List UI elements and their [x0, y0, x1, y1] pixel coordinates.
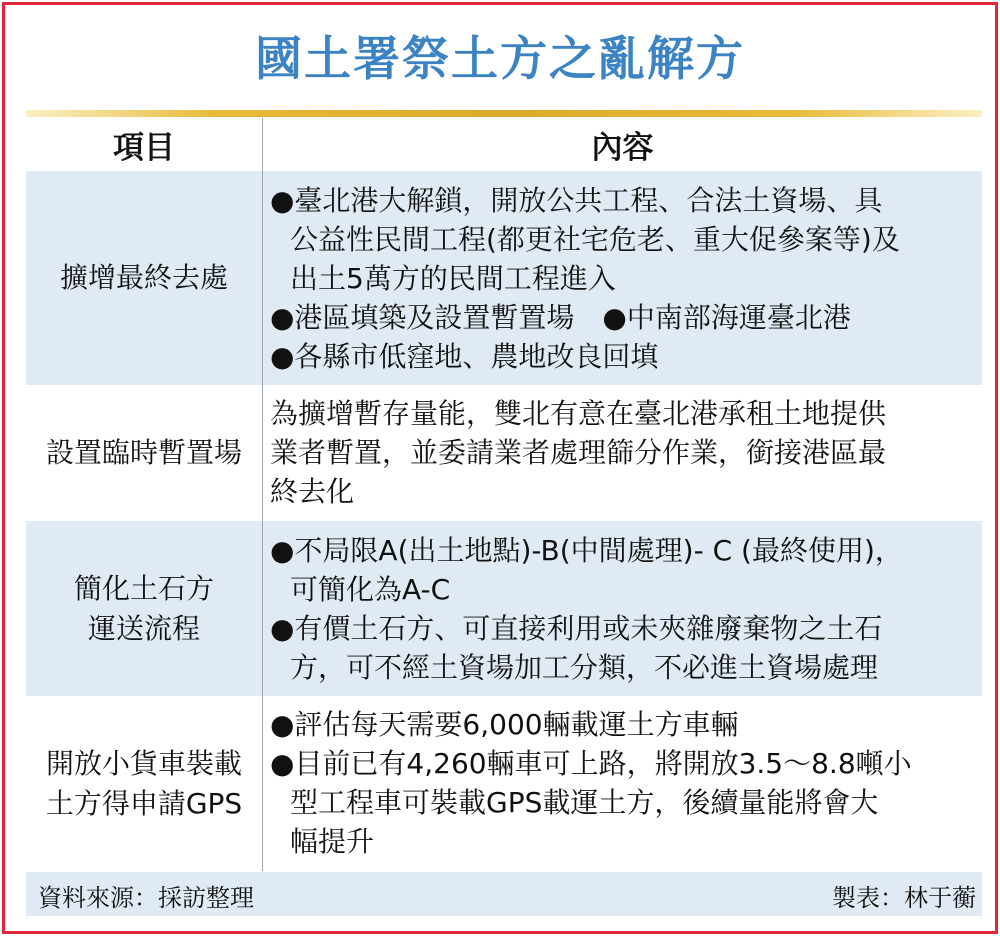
row-label-line: 簡化土石方 [73, 571, 214, 605]
maker-credit: 製表：林于蘅 [832, 884, 976, 912]
row-label [26, 697, 262, 871]
title-divider [26, 110, 982, 117]
content-line: ●目前已有4,260輛車可上路，將開放3.5～8.8噸小 [270, 747, 912, 780]
row-content [270, 394, 980, 511]
table-row [26, 386, 982, 520]
content-line: 可簡化為A-C [290, 573, 451, 606]
content-line: 型工程車可裝載GPS載運土方，後續量能將會大 [290, 786, 879, 819]
content-line: ●臺北港大解鎖，開放公共工程、合法土資場、具 [270, 184, 883, 217]
column-divider [262, 118, 263, 871]
content-line: 幅提升 [290, 825, 375, 858]
content-line: 出土5萬方的民間工程進入 [290, 262, 616, 295]
content-line: 方，可不經土資場加工分類，不必進土資場處理 [290, 651, 879, 684]
header-content: 內容 [591, 129, 654, 166]
row-label-line: 土方得申請GPS [45, 787, 243, 820]
content-line: ●有價土石方、可直接利用或未夾雜廢棄物之土石 [270, 612, 883, 645]
table-row [26, 521, 982, 696]
source-note: 資料來源：採訪整理 [38, 884, 254, 912]
row-label-line: 運送流程 [87, 611, 200, 645]
footer [26, 872, 982, 916]
content-line: 業者暫置，並委請業者處理篩分作業，銜接港區最 [270, 436, 887, 469]
content-line: 終去化 [270, 475, 355, 508]
content-line: 為擴增暫存量能，雙北有意在臺北港承租土地提供 [270, 397, 887, 430]
row-content [270, 531, 980, 687]
header-item: 項目 [113, 129, 175, 166]
row-label [26, 521, 262, 696]
table-row [26, 171, 982, 385]
page-title: 國土署祭土方之亂解方 [255, 32, 745, 87]
content-line: ●不局限A(出土地點)-B(中間處理)- C (最終使用)， [270, 534, 903, 567]
row-content [270, 181, 980, 376]
table-row [26, 697, 982, 871]
row-label: 設置臨時暫置場 [45, 436, 242, 469]
content-line: 公益性民間工程(都更社宅危老、重大促參案等)及 [290, 223, 900, 256]
content-line: ●評估每天需要6,000輛載運土方車輛 [270, 708, 739, 741]
row-label: 擴增最終去處 [59, 261, 228, 294]
row-content [270, 705, 980, 861]
content-line: ●各縣市低窪地、農地改良回填 [270, 340, 659, 373]
content-line: ●港區填築及設置暫置場 ●中南部海運臺北港 [270, 301, 851, 334]
row-label-line: 開放小貨車裝載 [45, 747, 242, 780]
